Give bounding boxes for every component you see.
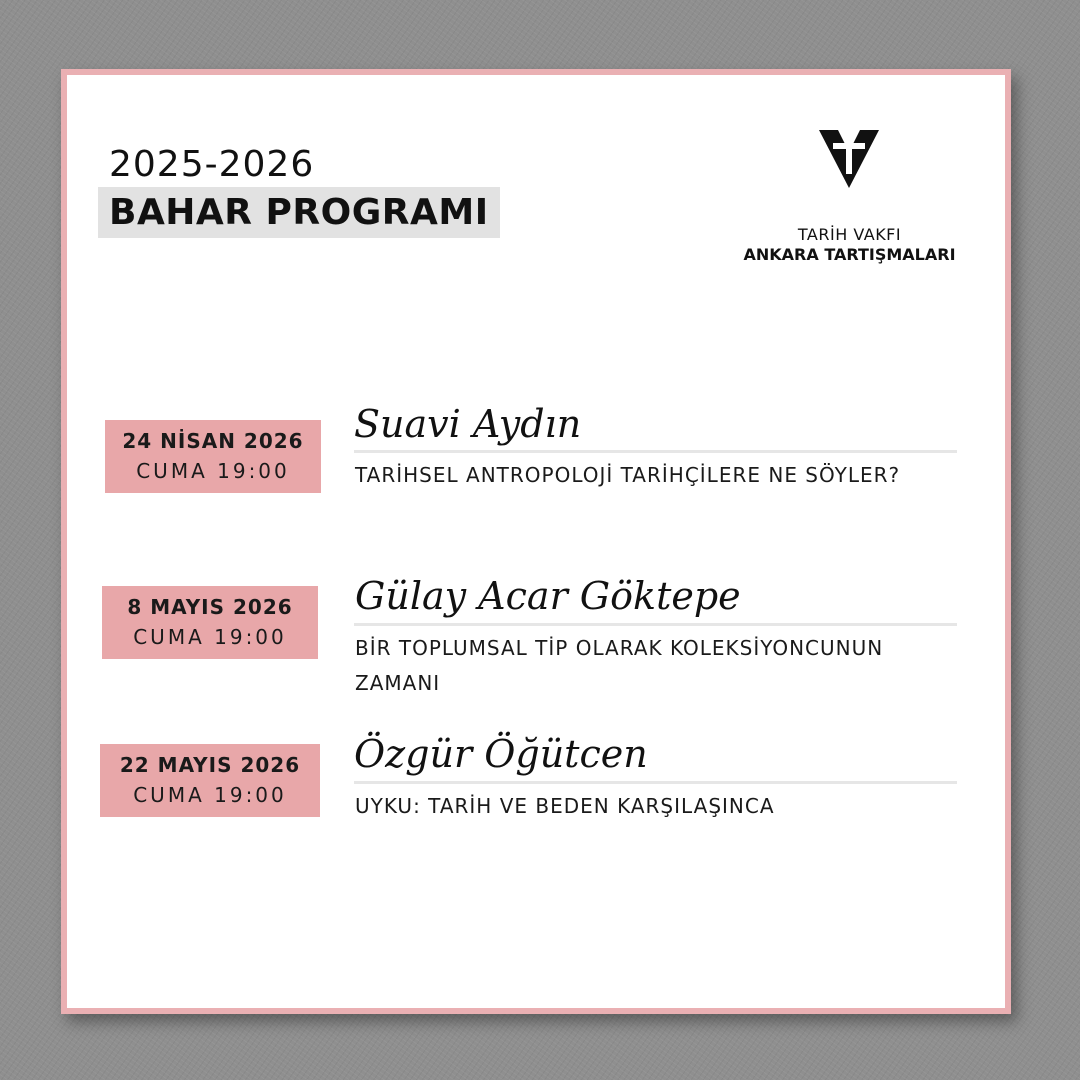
program-title-box bbox=[98, 187, 500, 238]
logo-series-name: ANKARA TARTIŞMALARI bbox=[743, 245, 956, 264]
event-divider bbox=[354, 781, 957, 784]
program-title: BAHAR PROGRAMI bbox=[109, 192, 489, 233]
logo-org-name: TARİH VAKFI bbox=[797, 225, 902, 244]
event-date: 22 MAYIS 2026 bbox=[119, 753, 301, 777]
event-speaker: Suavi Aydın bbox=[354, 402, 582, 446]
event-time: CUMA 19:00 bbox=[133, 625, 287, 649]
event-title: UYKU: TARİH VE BEDEN KARŞILAŞINCA bbox=[355, 794, 775, 818]
event-divider bbox=[354, 450, 957, 453]
program-year: 2025-2026 bbox=[109, 144, 315, 185]
tarih-vakfi-logo-icon bbox=[819, 130, 879, 188]
event-date: 24 NİSAN 2026 bbox=[122, 429, 304, 453]
event-date-box bbox=[100, 744, 320, 817]
event-time: CUMA 19:00 bbox=[133, 783, 287, 807]
program-card bbox=[61, 69, 1011, 1014]
event-date-box bbox=[102, 586, 318, 659]
event-date-box bbox=[105, 420, 321, 493]
event-time: CUMA 19:00 bbox=[136, 459, 290, 483]
event-title: TARİHSEL ANTROPOLOJİ TARİHÇİLERE NE SÖYLER? bbox=[355, 463, 901, 487]
event-title: BİR TOPLUMSAL TİP OLARAK KOLEKSİYONCUNUN ZAMANI bbox=[355, 636, 884, 695]
event-speaker: Özgür Öğütcen bbox=[354, 732, 648, 776]
event-date: 8 MAYIS 2026 bbox=[127, 595, 293, 619]
event-divider bbox=[354, 623, 957, 626]
event-speaker: Gülay Acar Göktepe bbox=[355, 574, 741, 618]
